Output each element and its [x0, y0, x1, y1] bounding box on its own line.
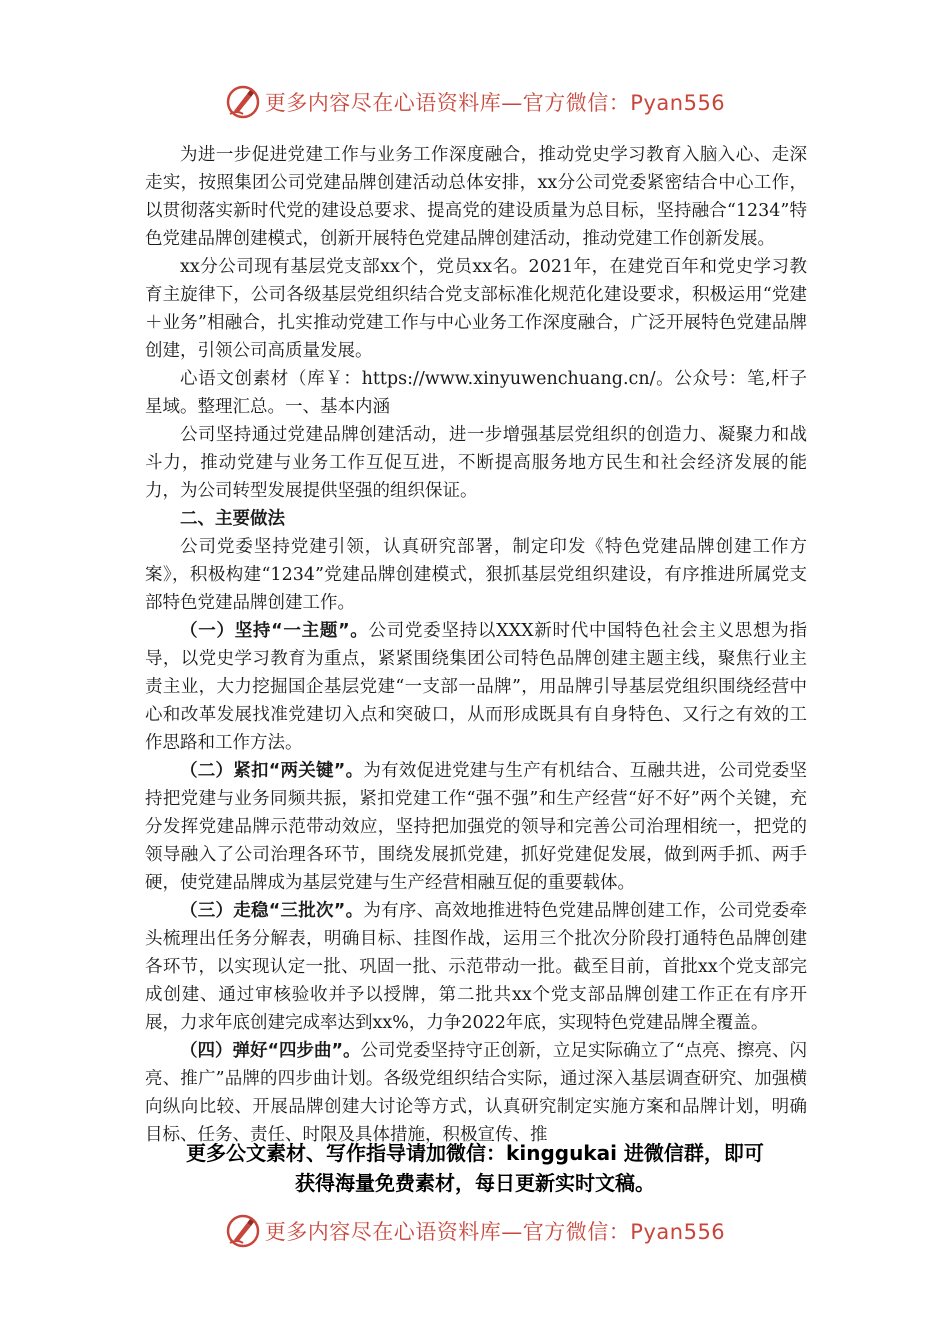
paragraph-source-note: 心语文创素材（库￥：https://www.xinyuwenchuang.cn/。公众号：笔,杆子星域。整理汇总。一、基本内涵 — [145, 369, 807, 417]
paragraph-practices-intro: 公司党委坚持党建引领，认真研究部署，制定印发《特色党建品牌创建工作方案》，积极构建“1234”党建品牌创建模式，狠抓基层党组织建设，有序推进所属党支部特色党建品牌创建工作。 — [145, 537, 807, 613]
pen-logo-icon — [225, 84, 261, 120]
section-heading-main-practices: 二、主要做法 — [180, 509, 285, 529]
document-body — [145, 141, 807, 1149]
point-one-lead: （一）坚持“一主题”。 — [180, 621, 369, 641]
paragraph-intro: 为进一步促进党建工作与业务工作深度融合，推动党史学习教育入脑入心、走深走实，按照集团公司党建品牌创建活动总体安排，xx分公司党委紧密结合中心工作，以贯彻落实新时代党的建设总要求、提高党的建设质量为总目标，坚持融合“1234”特色党建品牌创建模式，创新开展特色党建品牌创建活动，推动党建工作创新发展。 — [145, 145, 807, 249]
point-two-lead: （二）紧扣“两关键”。 — [180, 761, 364, 781]
footer-banner — [0, 1211, 950, 1251]
footer-promo-note — [0, 1138, 950, 1198]
footer-banner-text: 更多内容尽在心语资料库—官方微信：Pyan556 — [264, 1220, 726, 1244]
footer-promo-line-2: 获得海量免费素材，每日更新实时文稿。 — [295, 1171, 655, 1195]
header-banner-text: 更多内容尽在心语资料库—官方微信：Pyan556 — [264, 91, 726, 115]
header-banner — [0, 82, 950, 122]
paragraph-point-three: （三）走稳“三批次”。为有序、高效地推进特色党建品牌创建工作，公司党委牵头梳理出任务分解表，明确目标、挂图作战，运用三个批次分阶段打通特色品牌创建各环节，以实现认定一批、巩固一批、示范带动一批。截至目前，首批xx个党支部完成创建、通过审核验收并予以授牌，第二批共xx个党支部品牌创建工作正在有序开展，力求年底创建完成率达到xx%，力争2022年底，实现特色党建品牌全覆盖。 — [145, 901, 807, 1033]
paragraph-point-one: （一）坚持“一主题”。公司党委坚持以XXX新时代中国特色社会主义思想为指导，以党史学习教育为重点，紧紧围绕集团公司特色品牌创建主题主线，聚焦行业主责主业，大力挖掘国企基层党建“一支部一品牌”，用品牌引导基层党组织围绕经营中心和改革发展找准党建切入点和突破口，从而形成既具有自身特色、又行之有效的工作思路和工作方法。 — [145, 621, 807, 753]
paragraph-basic-connotation: 公司坚持通过党建品牌创建活动，进一步增强基层党组织的创造力、凝聚力和战斗力，推动党建与业务工作互促互进，不断提高服务地方民生和社会经济发展的能力，为公司转型发展提供坚强的组织保证。 — [145, 425, 807, 501]
pen-logo-icon — [225, 1213, 261, 1249]
paragraph-overview: xx分公司现有基层党支部xx个，党员xx名。2021年，在建党百年和党史学习教育主旋律下，公司各级基层党组织结合党支部标准化规范化建设要求，积极运用“党建＋业务”相融合，扎实推动党建工作与中心业务工作深度融合，广泛开展特色党建品牌创建，引领公司高质量发展。 — [145, 257, 807, 361]
paragraph-point-four: （四）弹好“四步曲”。公司党委坚持守正创新，立足实际确立了“点亮、擦亮、闪亮、推广”品牌的四步曲计划。各级党组织结合实际，通过深入基层调查研究、加强横向纵向比较、开展品牌创建大讨论等方式，认真研究制定实施方案和品牌计划，明确目标、任务、责任、时限及具体措施，积极宣传、推 — [145, 1041, 807, 1145]
footer-promo-line-1: 更多公文素材、写作指导请加微信：kinggukai 进微信群，即可 — [186, 1141, 764, 1165]
point-three-lead: （三）走稳“三批次”。 — [180, 901, 364, 921]
point-four-lead: （四）弹好“四步曲”。 — [180, 1041, 361, 1061]
paragraph-point-two: （二）紧扣“两关键”。为有效促进党建与生产有机结合、互融共进，公司党委坚持把党建与业务同频共振，紧扣党建工作“强不强”和生产经营“好不好”两个关键，充分发挥党建品牌示范带动效应，坚持把加强党的领导和完善公司治理相统一，把党的领导融入了公司治理各环节，围绕发展抓党建，抓好党建促发展，做到两手抓、两手硬，使党建品牌成为基层党建与生产经营相融互促的重要载体。 — [145, 761, 807, 893]
